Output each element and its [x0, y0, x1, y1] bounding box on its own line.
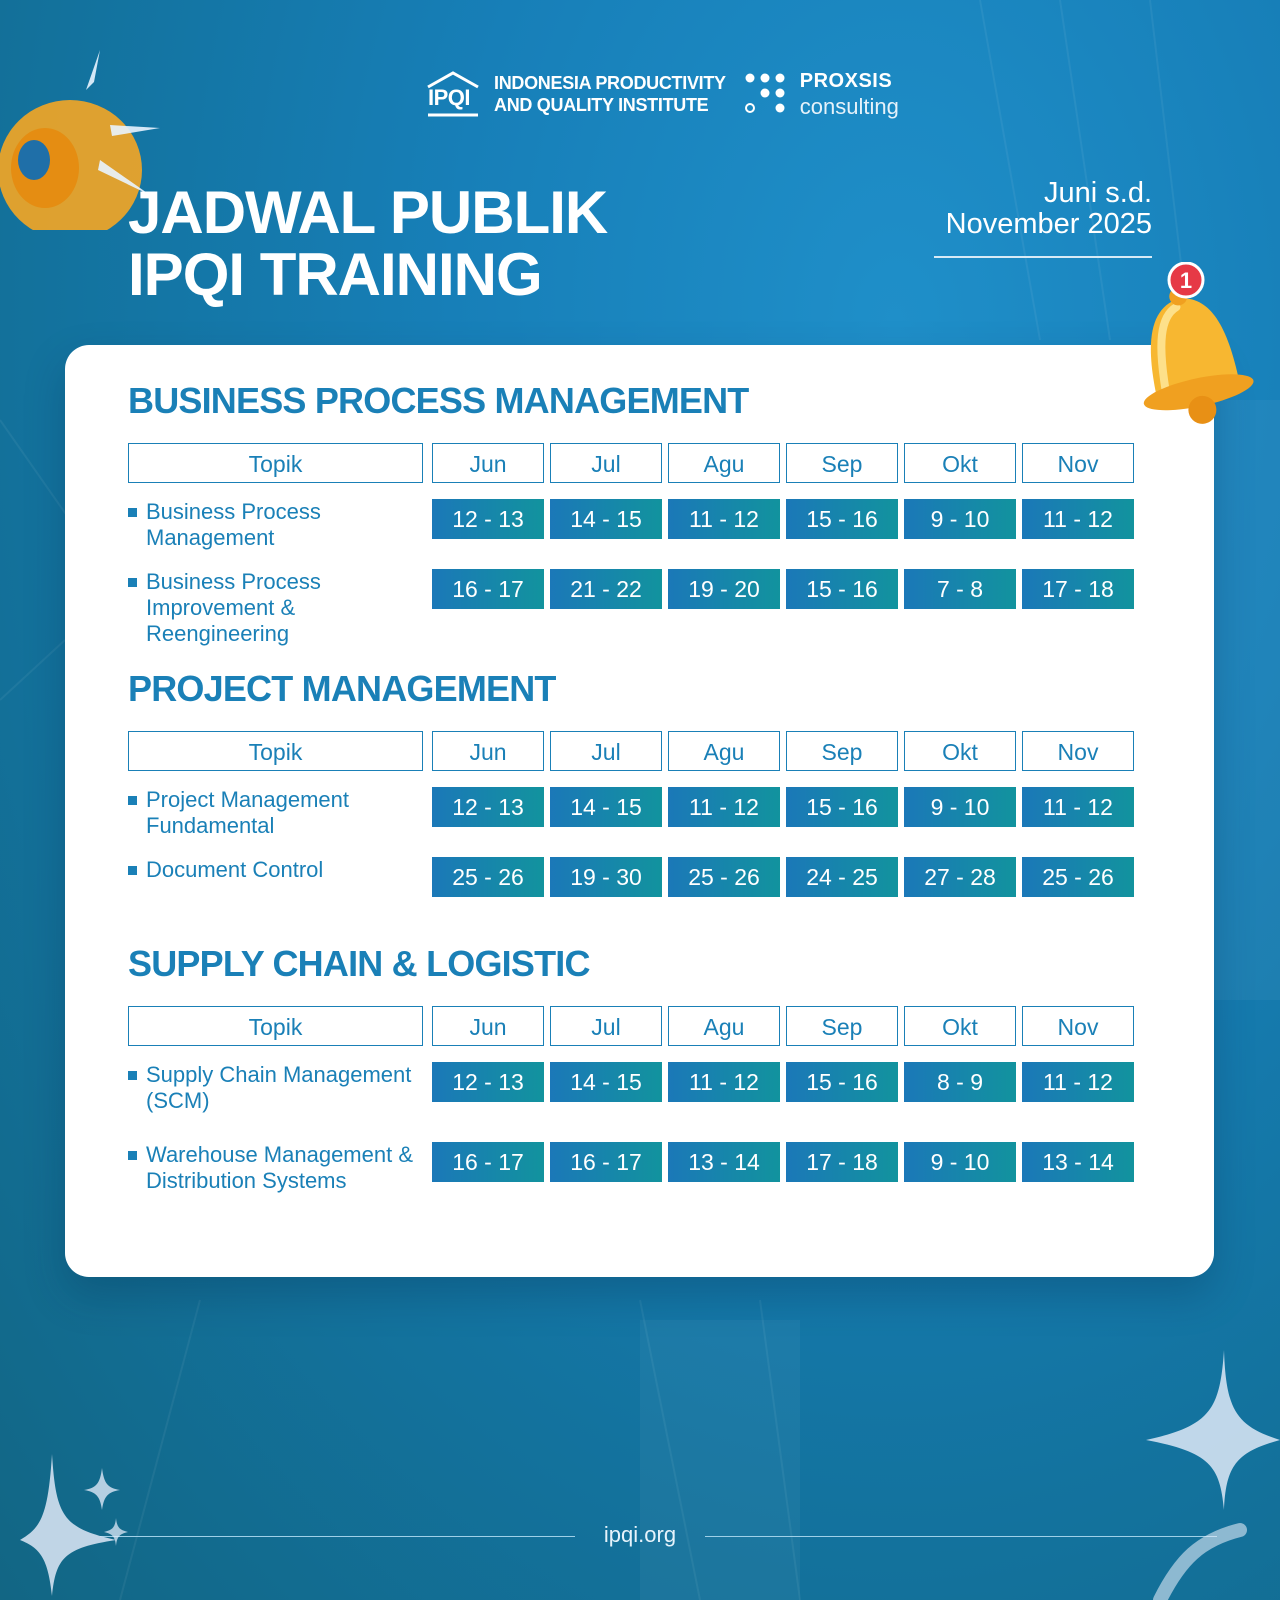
- header-logos: [424, 64, 899, 124]
- page-title-line1: JADWAL PUBLIK: [128, 179, 608, 246]
- topic-label: Warehouse Management & Distribution Systems: [128, 1142, 418, 1194]
- section-1: [128, 379, 1152, 679]
- date-cell: 11 - 12: [1022, 787, 1134, 827]
- ipqi-logo-text: IPQI: [428, 85, 471, 110]
- header-month: Jun: [432, 1006, 544, 1046]
- page-title-line2: IPQI TRAINING: [128, 241, 542, 308]
- table-header: [128, 1006, 1152, 1048]
- sparkle-icon: [20, 1448, 130, 1598]
- header-month: Sep: [786, 1006, 898, 1046]
- header-month: Agu: [668, 731, 780, 771]
- date-cell: 25 - 26: [668, 857, 780, 897]
- section-3: [128, 942, 1152, 1242]
- ipqi-logo: [424, 69, 482, 119]
- header-topic: Topik: [128, 731, 423, 771]
- date-cell: 16 - 17: [432, 569, 544, 609]
- header-month: Sep: [786, 443, 898, 483]
- topic-label: Supply Chain Management (SCM): [128, 1062, 418, 1114]
- section-title: PROJECT MANAGEMENT: [128, 668, 556, 709]
- ipqi-name-line1: INDONESIA PRODUCTIVITY: [494, 73, 726, 93]
- schedule-card: [65, 345, 1214, 1277]
- header-month: Jun: [432, 443, 544, 483]
- date-cell: 11 - 12: [668, 787, 780, 827]
- header-month: Jun: [432, 731, 544, 771]
- table-header: [128, 443, 1152, 485]
- header-month: Okt: [904, 731, 1016, 771]
- date-cell: 9 - 10: [904, 1142, 1016, 1182]
- table-header: [128, 731, 1152, 773]
- date-cell: 13 - 14: [1022, 1142, 1134, 1182]
- period-divider: [934, 256, 1152, 258]
- header-month: Jul: [550, 731, 662, 771]
- date-cell: 25 - 26: [1022, 857, 1134, 897]
- topic-label: Business Process Management: [128, 499, 418, 551]
- header-month: Okt: [904, 1006, 1016, 1046]
- header-month: Agu: [668, 443, 780, 483]
- date-cell: 15 - 16: [786, 1062, 898, 1102]
- period-line2: November 2025: [945, 208, 1152, 240]
- date-cell: 11 - 12: [668, 499, 780, 539]
- header-month: Nov: [1022, 443, 1134, 483]
- date-cell: 25 - 26: [432, 857, 544, 897]
- date-cell: 15 - 16: [786, 569, 898, 609]
- date-cell: 11 - 12: [1022, 499, 1134, 539]
- date-cell: 12 - 13: [432, 1062, 544, 1102]
- date-cell: 27 - 28: [904, 857, 1016, 897]
- topic-label: Project Management Fundamental: [128, 787, 418, 839]
- header-month: Nov: [1022, 731, 1134, 771]
- date-cell: 17 - 18: [1022, 569, 1134, 609]
- header-month: Nov: [1022, 1006, 1134, 1046]
- header-month: Jul: [550, 443, 662, 483]
- header-month: Agu: [668, 1006, 780, 1046]
- ipqi-name-line2: AND QUALITY INSTITUTE: [494, 95, 709, 115]
- topic-label: Business Process Improvement & Reengineering: [128, 569, 418, 647]
- date-cell: 13 - 14: [668, 1142, 780, 1182]
- date-cell: 12 - 13: [432, 499, 544, 539]
- topic-label: Document Control: [128, 857, 418, 883]
- date-cell: 16 - 17: [550, 1142, 662, 1182]
- date-cell: 9 - 10: [904, 787, 1016, 827]
- page-title: [128, 179, 608, 308]
- date-cell: 8 - 9: [904, 1062, 1016, 1102]
- section-title: SUPPLY CHAIN & LOGISTIC: [128, 943, 590, 984]
- date-cell: 19 - 20: [668, 569, 780, 609]
- header-topic: Topik: [128, 443, 423, 483]
- date-cell: 19 - 30: [550, 857, 662, 897]
- sparkle-icon: [1140, 1350, 1280, 1600]
- date-cell: 11 - 12: [1022, 1062, 1134, 1102]
- header-month: Okt: [904, 443, 1016, 483]
- schedule-period: [832, 178, 1152, 240]
- proxsis-name: [800, 69, 899, 119]
- date-cell: 7 - 8: [904, 569, 1016, 609]
- section-title: BUSINESS PROCESS MANAGEMENT: [128, 380, 749, 421]
- footer-website-link[interactable]: ipqi.org: [603, 1522, 677, 1547]
- header-month: Jul: [550, 1006, 662, 1046]
- date-cell: 9 - 10: [904, 499, 1016, 539]
- date-cell: 21 - 22: [550, 569, 662, 609]
- date-cell: 12 - 13: [432, 787, 544, 827]
- section-2: [128, 667, 1152, 967]
- date-cell: 14 - 15: [550, 787, 662, 827]
- date-cell: 17 - 18: [786, 1142, 898, 1182]
- date-cell: 15 - 16: [786, 499, 898, 539]
- header-month: Sep: [786, 731, 898, 771]
- period-line1: Juni s.d.: [1044, 177, 1152, 209]
- ipqi-name: [494, 72, 726, 116]
- date-cell: 15 - 16: [786, 787, 898, 827]
- date-cell: 24 - 25: [786, 857, 898, 897]
- date-cell: 16 - 17: [432, 1142, 544, 1182]
- date-cell: 14 - 15: [550, 499, 662, 539]
- bell-icon: [1108, 262, 1264, 434]
- proxsis-tagline: consulting: [799, 94, 899, 119]
- header-topic: Topik: [128, 1006, 423, 1046]
- notification-count: 1: [1179, 268, 1193, 293]
- proxsis-logo-icon: [744, 72, 786, 116]
- date-cell: 11 - 12: [668, 1062, 780, 1102]
- proxsis-brand: PROXSIS: [799, 70, 893, 92]
- date-cell: 14 - 15: [550, 1062, 662, 1102]
- footer-divider-left: [100, 1536, 575, 1537]
